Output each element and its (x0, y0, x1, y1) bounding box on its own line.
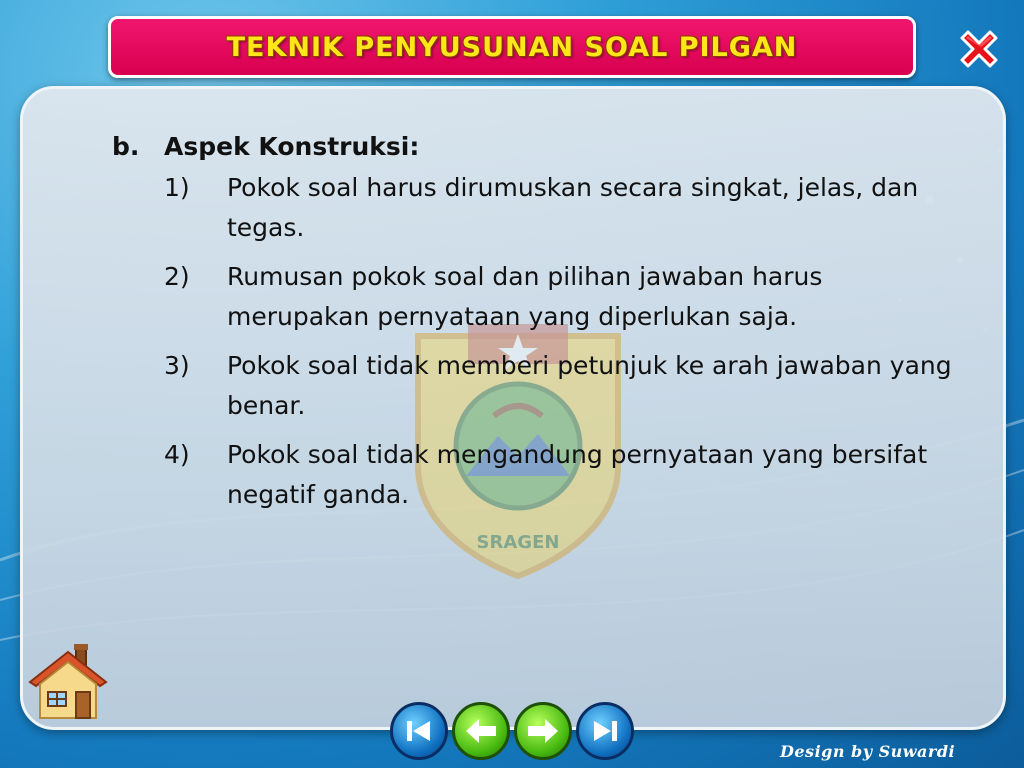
content-text (112, 124, 972, 524)
arrow-right-icon (525, 714, 561, 748)
list-item (164, 168, 972, 248)
arrow-left-icon (463, 714, 499, 748)
title-banner (108, 16, 916, 78)
home-button[interactable] (26, 642, 110, 722)
list-item (164, 435, 972, 515)
list-item (164, 257, 972, 337)
watermark-label: SRAGEN (476, 532, 560, 553)
house-icon (26, 642, 110, 722)
item-text: Pokok soal tidak mengandung pernyataan yang bersifat negatif ganda. (227, 440, 928, 509)
section-title: Aspek Konstruksi: (164, 131, 420, 161)
list-item (164, 346, 972, 426)
item-text: Pokok soal harus dirumuskan secara singkat, jelas, dan tegas. (227, 173, 919, 242)
close-x-icon (954, 24, 1004, 74)
item-text: Pokok soal tidak memberi petunjuk ke arah jawaban yang benar. (227, 351, 952, 420)
skip-first-icon (402, 714, 436, 748)
next-slide-button[interactable] (514, 702, 572, 760)
first-slide-button[interactable] (390, 702, 448, 760)
item-number: 3) (164, 351, 190, 380)
skip-last-icon (588, 714, 622, 748)
item-number: 1) (164, 173, 190, 202)
close-button[interactable] (954, 24, 1004, 74)
section-heading (112, 124, 972, 168)
item-number: 4) (164, 440, 190, 469)
previous-slide-button[interactable] (452, 702, 510, 760)
design-credit: Design by Suwardi (780, 742, 956, 761)
item-number: 2) (164, 262, 190, 291)
item-text: Rumusan pokok soal dan pilihan jawaban harus merupakan pernyataan yang diperlukan saja. (227, 262, 823, 331)
page-title: TEKNIK PENYUSUNAN SOAL PILGAN (226, 31, 798, 63)
section-letter: b. (112, 131, 140, 161)
last-slide-button[interactable] (576, 702, 634, 760)
